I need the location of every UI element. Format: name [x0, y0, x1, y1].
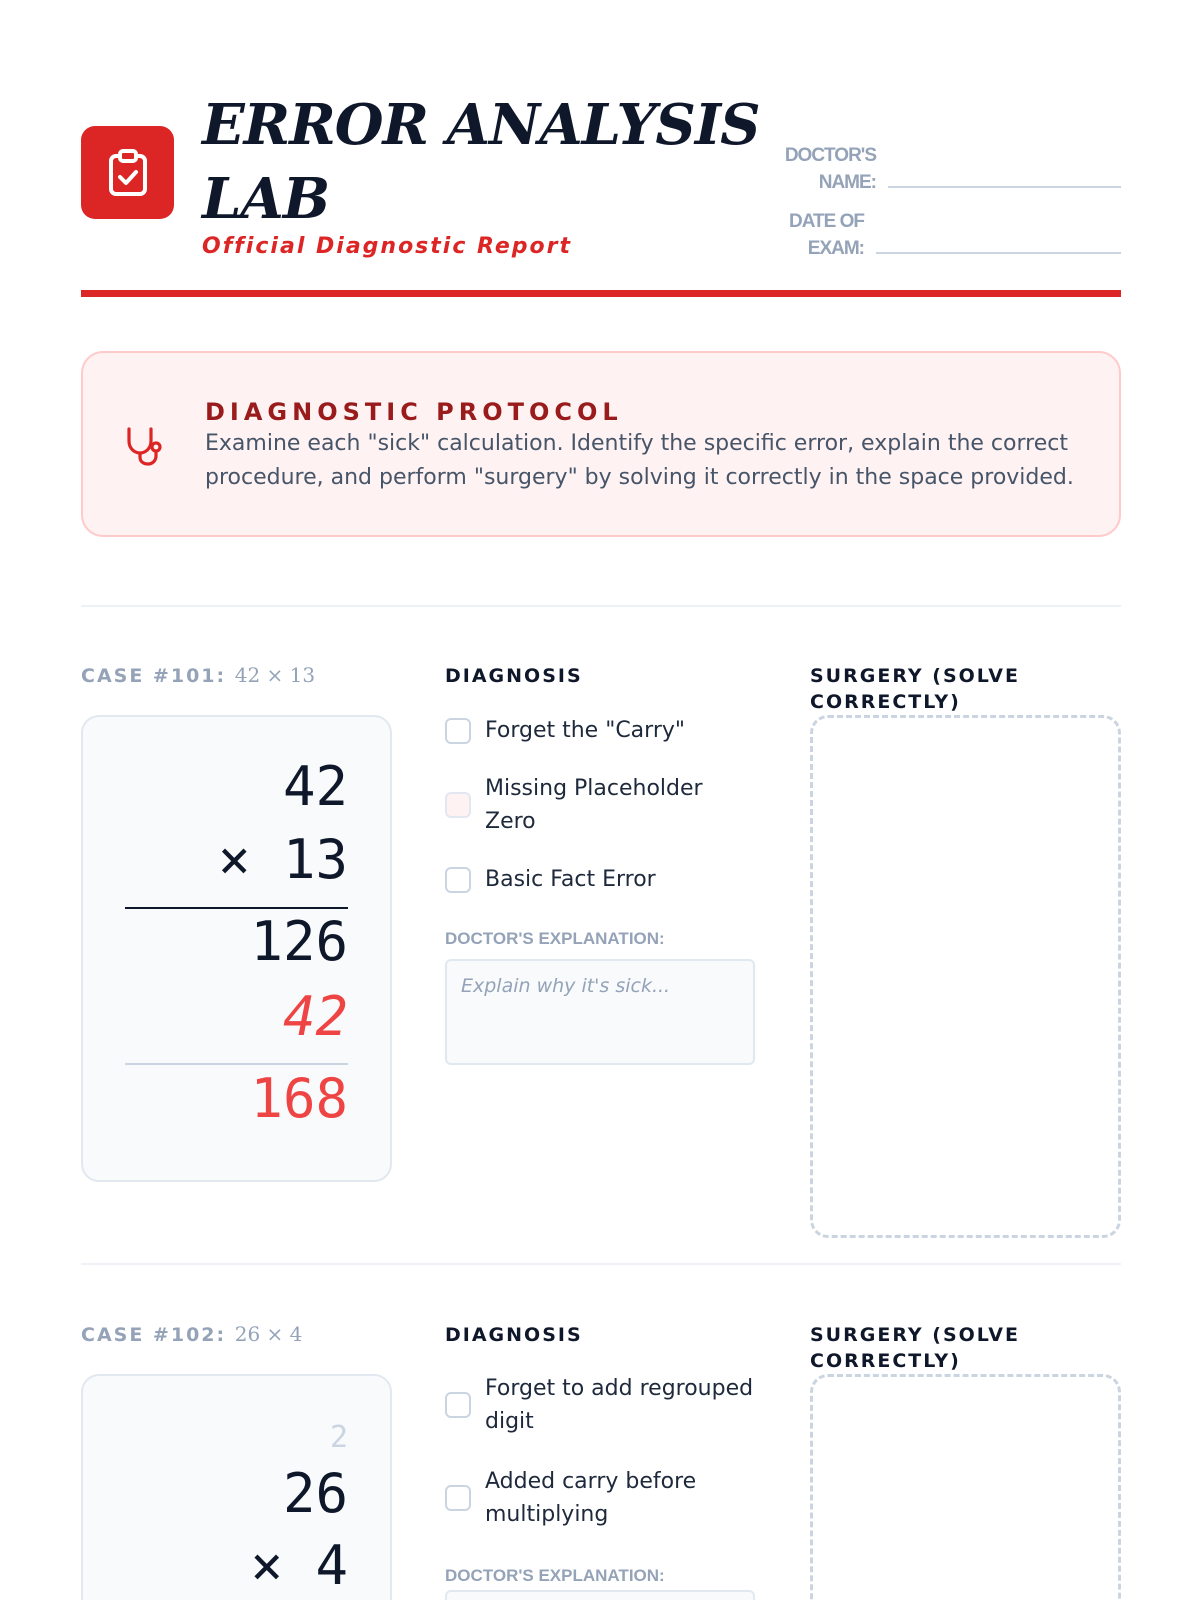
doctor-name-label: DOCTOR'S NAME:: [784, 145, 876, 193]
multiplicand: 42: [282, 755, 348, 818]
diagnosis-option[interactable]: [445, 714, 685, 747]
multiplier: × 4: [250, 1534, 348, 1597]
option-checkbox[interactable]: [445, 1485, 471, 1511]
exam-date-label: DATE OF EXAM:: [789, 211, 864, 259]
option-label: Missing Placeholder Zero: [485, 776, 703, 834]
explanation-label: DOCTOR'S EXPLANATION:: [445, 929, 665, 948]
doctor-name-line[interactable]: [888, 186, 1121, 188]
case-label: [81, 1322, 302, 1346]
multiplicand: 26: [282, 1462, 348, 1525]
case-expression: 26 × 4: [234, 1322, 303, 1346]
doctor-name-row: [771, 142, 1121, 196]
surgery-heading: SURGERY (SOLVE CORRECTLY): [810, 665, 1020, 713]
explanation-label: DOCTOR'S EXPLANATION:: [445, 1566, 665, 1585]
section-divider: [81, 1263, 1121, 1265]
case-id: CASE #102:: [81, 1324, 227, 1346]
explanation-input[interactable]: [445, 1590, 755, 1600]
exam-date-row: [771, 208, 1121, 262]
diagnosis-heading: DIAGNOSIS: [445, 665, 583, 687]
carry-digit: 2: [329, 1420, 348, 1455]
surgery-workspace[interactable]: [810, 1374, 1121, 1600]
diagnosis-heading: DIAGNOSIS: [445, 1324, 583, 1346]
sick-calculation: [81, 715, 392, 1182]
diagnosis-column: [445, 663, 765, 948]
explanation-input[interactable]: [445, 959, 755, 1065]
option-label: Forget the "Carry": [485, 718, 686, 743]
sum-bar: [125, 1063, 348, 1065]
surgery-heading: SURGERY (SOLVE CORRECTLY): [810, 1324, 1020, 1372]
page-subtitle: Official Diagnostic Report: [202, 234, 573, 259]
wrong-result: 168: [250, 1067, 348, 1130]
exam-date-line[interactable]: [876, 252, 1121, 254]
case-id: CASE #101:: [81, 665, 227, 687]
answer-bar: [125, 907, 348, 909]
diagnosis-column: [445, 1322, 765, 1585]
page-title: ERROR ANALYSIS LAB: [202, 92, 760, 232]
diagnosis-option[interactable]: [445, 1372, 765, 1438]
sick-calculation: [81, 1374, 392, 1600]
option-checkbox[interactable]: [445, 1392, 471, 1418]
report-header: [81, 84, 1121, 274]
surgery-workspace[interactable]: [810, 715, 1121, 1238]
option-label: Added carry before multiplying: [485, 1469, 697, 1527]
case-label: [81, 663, 315, 687]
protocol-title: DIAGNOSTIC PROTOCOL: [205, 398, 623, 426]
option-checkbox[interactable]: [445, 792, 471, 818]
protocol-callout: [81, 351, 1121, 537]
diagnosis-option[interactable]: [445, 772, 745, 838]
surgery-column: [810, 1322, 1121, 1374]
option-checkbox[interactable]: [445, 718, 471, 744]
protocol-text: Examine each "sick" calculation. Identify the specific error, explain the correct procedure, and perform "surgery" by solving it correctly in the space provided.: [205, 431, 1074, 490]
stethoscope-icon: [123, 425, 165, 467]
case-expression: 42 × 13: [234, 663, 316, 687]
section-divider: [81, 605, 1121, 607]
diagnosis-option[interactable]: [445, 863, 656, 896]
multiplier: × 13: [217, 828, 348, 891]
header-divider: [81, 290, 1121, 297]
surgery-column: [810, 663, 1121, 715]
partial-product-2: 42: [282, 985, 348, 1048]
partial-product-1: 126: [250, 910, 348, 973]
diagnosis-option[interactable]: [445, 1465, 745, 1531]
option-checkbox[interactable]: [445, 867, 471, 893]
option-label: Basic Fact Error: [485, 867, 656, 892]
option-label: Forget to add regrouped digit: [485, 1376, 754, 1434]
clipboard-check-icon: [81, 126, 174, 219]
